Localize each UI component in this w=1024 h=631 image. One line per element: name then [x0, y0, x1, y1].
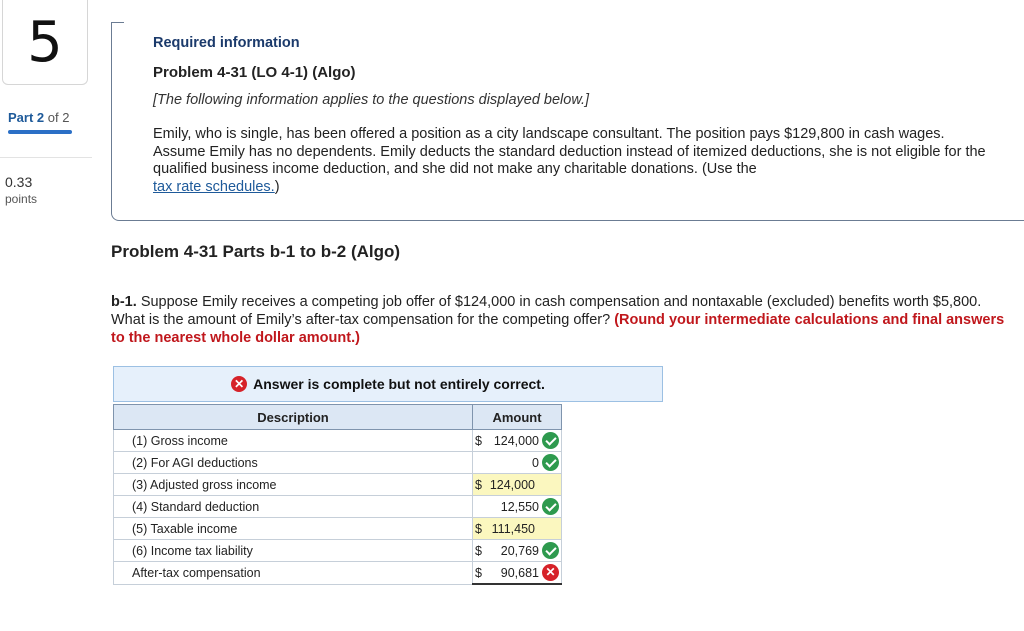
row-amount-cell[interactable]: [473, 452, 562, 474]
answer-table: [113, 404, 562, 585]
correct-check-icon: [542, 454, 559, 471]
correct-check-icon: [542, 542, 559, 559]
part-word: Part: [8, 110, 34, 125]
answer-status-banner: [113, 366, 663, 402]
table-row: [114, 496, 562, 518]
header-description: Description: [114, 405, 473, 430]
table-row: [114, 452, 562, 474]
row-amount-cell[interactable]: [473, 474, 562, 496]
tax-rate-schedules-link[interactable]: tax rate schedules.: [153, 178, 275, 195]
row-description: (3) Adjusted gross income: [114, 474, 473, 496]
amount-value: 90,681: [500, 565, 539, 580]
part-current: 2: [36, 110, 45, 125]
question-text: [111, 293, 1016, 347]
dollar-sign: $: [475, 543, 482, 558]
amount-value: 124,000: [489, 477, 535, 492]
row-amount-cell[interactable]: [473, 496, 562, 518]
row-description: After-tax compensation: [114, 562, 473, 585]
amount-value: 12,550: [500, 499, 539, 514]
amount-input[interactable]: [473, 430, 561, 451]
question-sidebar: [0, 0, 92, 631]
row-amount-cell[interactable]: [473, 430, 562, 452]
parts-title: Problem 4-31 Parts b-1 to b-2 (Algo): [111, 242, 401, 261]
amount-value: 124,000: [493, 433, 539, 448]
incorrect-x-icon: ✕: [542, 564, 559, 581]
question-body: Suppose Emily receives a competing job offer of $124,000 in cash compensation and nontaxable (excluded) benefits worth $5,800. What is the amount of Emily’s after-tax compensation for the competing offer?: [111, 294, 982, 328]
amount-value: 111,450: [491, 521, 535, 536]
incorrect-x-icon: ✕: [231, 376, 247, 392]
row-amount-cell[interactable]: [473, 562, 562, 585]
row-description: (6) Income tax liability: [114, 540, 473, 562]
amount-input[interactable]: [473, 474, 561, 495]
amount-value: 20,769: [500, 543, 539, 558]
dollar-sign: $: [475, 565, 482, 580]
correct-check-icon: [542, 498, 559, 515]
dollar-sign: $: [475, 521, 482, 536]
points-value: 0.33: [5, 174, 33, 190]
problem-body-text: Emily, who is single, has been offered a position as a city landscape consultant. The position pays $129,800 in cash wages. Assume Emily has no dependents. Emily deducts the standard deduction instead of itemized deductions, she is not eligible for the qualified business income deduction, and she did not make any charitable donations. (Use the: [153, 126, 986, 177]
dollar-sign: $: [475, 433, 482, 448]
amount-input[interactable]: [473, 540, 561, 561]
correct-check-icon: [542, 432, 559, 449]
part-of: of 2: [47, 110, 70, 125]
amount-input[interactable]: [473, 518, 561, 539]
amount-input[interactable]: [473, 452, 561, 473]
part-progress-bar: [8, 130, 72, 134]
table-row: [114, 430, 562, 452]
dollar-sign: $: [475, 477, 482, 492]
sidebar-divider: [0, 157, 92, 158]
problem-body-end: ): [274, 178, 280, 195]
question-label: b-1.: [111, 294, 137, 310]
row-amount-cell[interactable]: [473, 540, 562, 562]
amount-input[interactable]: [473, 562, 561, 583]
row-description: (4) Standard deduction: [114, 496, 473, 518]
answer-status-text: Answer is complete but not entirely correct.: [253, 376, 545, 392]
row-amount-cell[interactable]: [473, 518, 562, 540]
info-note: [The following information applies to the questions displayed below.]: [153, 92, 590, 108]
problem-body: [153, 126, 993, 196]
table-row: [114, 518, 562, 540]
question-number[interactable]: 5: [2, 0, 88, 85]
row-description: (2) For AGI deductions: [114, 452, 473, 474]
amount-input[interactable]: [473, 496, 561, 517]
panel-corner-tick: [112, 22, 124, 23]
table-row: [114, 540, 562, 562]
amount-value: 0: [532, 455, 539, 470]
rounding-instruction: (Round your intermediate calculations and final answers to the nearest whole dollar amount.): [111, 312, 1005, 346]
points-label: points: [5, 192, 38, 206]
required-info-heading: Required information: [153, 35, 300, 51]
problem-title: Problem 4-31 (LO 4-1) (Algo): [153, 64, 356, 81]
table-row: [114, 562, 562, 585]
part-indicator: [8, 110, 69, 125]
row-description: (5) Taxable income: [114, 518, 473, 540]
table-row: [114, 474, 562, 496]
header-amount: Amount: [473, 405, 562, 430]
row-description: (1) Gross income: [114, 430, 473, 452]
